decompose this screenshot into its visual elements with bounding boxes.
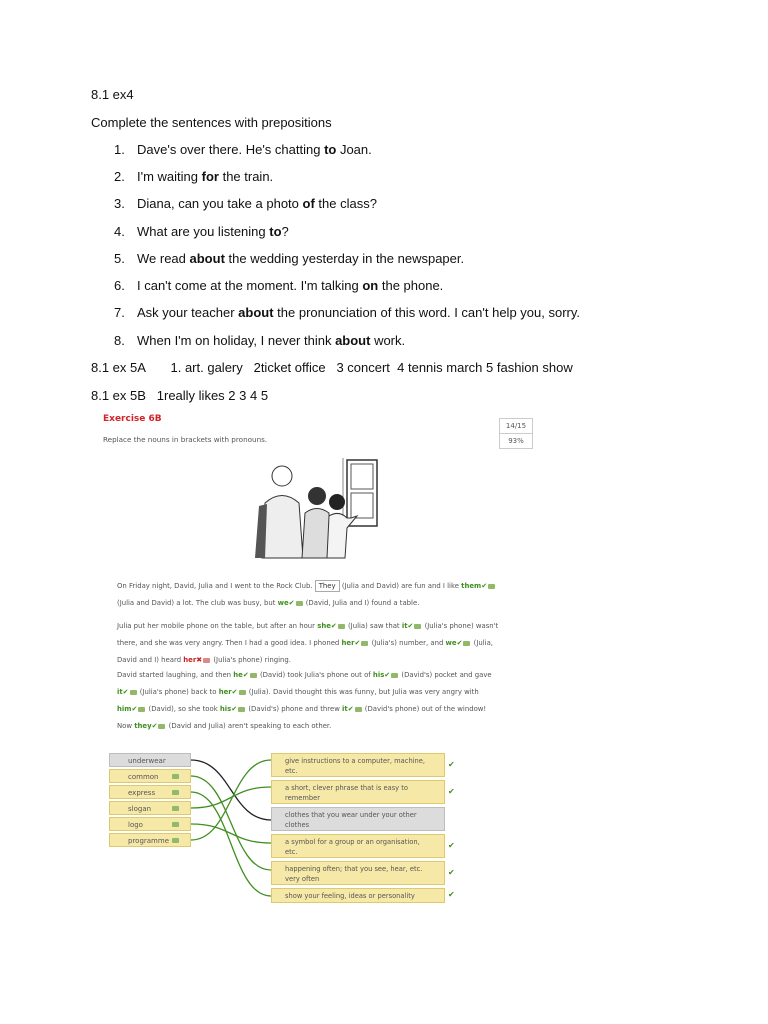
list-item: 3. Diana, can you take a photo of the class? bbox=[114, 196, 377, 211]
story-paragraph-2: Julia put her mobile phone on the table, but after an hour she✔ (Julia) saw that it✔ (Julia's phone) wasn't there, and she was very angry. Then I had a good idea. I phoned her✔ (Julia's) number, and we✔ (Julia, David and I) heard her✖ (Julia's phone) ringing. bbox=[117, 622, 499, 664]
list-item: 5. We read about the wedding yesterday in the newspaper. bbox=[114, 251, 465, 266]
illustration-image bbox=[247, 458, 387, 560]
check-icon: ✔ bbox=[231, 688, 238, 696]
feedback-icon bbox=[172, 822, 179, 827]
list-item: 1. Dave's over there. He's chatting to Joan. bbox=[114, 142, 372, 157]
answer-word: on bbox=[362, 278, 379, 293]
match-word-programme[interactable]: programme bbox=[109, 833, 191, 847]
check-icon: ✔ bbox=[347, 705, 354, 713]
feedback-icon[interactable] bbox=[250, 673, 257, 678]
match-word-slogan[interactable]: slogan bbox=[109, 801, 191, 815]
answer-word: about bbox=[335, 333, 371, 348]
ex5b-answers: 8.1 ex 5B 1really likes 2 3 4 5 bbox=[91, 388, 269, 403]
score-box bbox=[499, 418, 533, 449]
exercise-instruction: Replace the nouns in brackets with pronouns. bbox=[103, 435, 268, 444]
check-icon: ✔ bbox=[330, 622, 337, 630]
check-icon: ✔ bbox=[448, 841, 455, 850]
list-item: 6. I can't come at the moment. I'm talking on the phone. bbox=[114, 278, 444, 293]
exercise-title: Exercise 6B bbox=[103, 414, 162, 424]
feedback-icon[interactable] bbox=[158, 724, 165, 729]
answer-word: for bbox=[201, 169, 219, 184]
score-count: 14/15 bbox=[505, 422, 527, 430]
story-paragraph-3: David started laughing, and then he✔ (David) took Julia's phone out of his✔ (David's) pocket and gave it✔ (Julia's phone) back to her✔ (Julia). David thought this was funny, but Julia was very angry with him✔ (David), so she took his✔ (David's) phone and threw it✔ (David's phone) out of the window! Now they✔ (David and Julia) aren't speaking to each other. bbox=[117, 671, 492, 730]
list-item: 8. When I'm on holiday, I never think about work. bbox=[114, 333, 406, 348]
check-icon: ✔ bbox=[384, 671, 391, 679]
answer-word: about bbox=[189, 251, 225, 266]
check-icon: ✔ bbox=[448, 760, 455, 769]
feedback-icon[interactable] bbox=[138, 707, 145, 712]
list-item: 7. Ask your teacher about the pronunciation of this word. I can't help you, sorry. bbox=[114, 305, 581, 320]
matching-exercise bbox=[96, 745, 476, 915]
answer-word: to bbox=[269, 224, 282, 239]
match-definition[interactable]: a symbol for a group or an organisation, etc. bbox=[271, 834, 445, 858]
check-icon: ✔ bbox=[407, 622, 414, 630]
check-icon: ✔ bbox=[131, 705, 138, 713]
check-icon: ✔ bbox=[456, 639, 463, 647]
check-icon: ✔ bbox=[448, 787, 455, 796]
feedback-icon bbox=[172, 838, 179, 843]
feedback-icon[interactable] bbox=[130, 690, 137, 695]
match-definition[interactable]: clothes that you wear under your other clothes bbox=[271, 807, 445, 831]
match-definition[interactable]: give instructions to a computer, machine, etc. bbox=[271, 753, 445, 777]
answer-word: of bbox=[302, 196, 315, 211]
check-icon: ✔ bbox=[122, 688, 129, 696]
feedback-icon[interactable] bbox=[414, 624, 421, 629]
heading-ex4: 8.1 ex4 bbox=[91, 87, 134, 102]
feedback-icon[interactable] bbox=[488, 584, 495, 589]
feedback-icon[interactable] bbox=[338, 624, 345, 629]
match-definition[interactable]: show your feeling, ideas or personality bbox=[271, 888, 445, 903]
match-word-underwear[interactable]: underwear bbox=[109, 753, 191, 767]
feedback-icon bbox=[172, 774, 179, 779]
match-word-express[interactable]: express bbox=[109, 785, 191, 799]
feedback-icon[interactable] bbox=[361, 641, 368, 646]
feedback-icon[interactable] bbox=[463, 641, 470, 646]
check-icon: ✔ bbox=[288, 599, 295, 607]
check-icon: ✔ bbox=[448, 890, 455, 899]
list-item: 2. I'm waiting for the train. bbox=[114, 169, 274, 184]
feedback-icon[interactable] bbox=[296, 601, 303, 606]
check-icon: ✔ bbox=[151, 722, 158, 730]
answer-gap[interactable]: They bbox=[315, 580, 340, 592]
feedback-icon[interactable] bbox=[203, 658, 210, 663]
feedback-icon[interactable] bbox=[238, 707, 245, 712]
feedback-icon[interactable] bbox=[355, 707, 362, 712]
check-icon: ✔ bbox=[242, 671, 249, 679]
feedback-icon[interactable] bbox=[239, 690, 246, 695]
score-percent: 93% bbox=[500, 433, 532, 448]
exercise-6b-panel bbox=[97, 408, 537, 733]
feedback-icon bbox=[172, 806, 179, 811]
answer-word: about bbox=[238, 305, 274, 320]
instruction-text: Complete the sentences with prepositions bbox=[91, 115, 332, 130]
check-icon: ✔ bbox=[231, 705, 238, 713]
list-item: 4. What are you listening to? bbox=[114, 224, 289, 239]
match-word-common[interactable]: common bbox=[109, 769, 191, 783]
wrong-x-icon: ✖ bbox=[196, 656, 203, 664]
check-icon: ✔ bbox=[448, 868, 455, 877]
feedback-icon[interactable] bbox=[391, 673, 398, 678]
answer-word: to bbox=[324, 142, 337, 157]
feedback-icon bbox=[172, 790, 179, 795]
check-icon: ✔ bbox=[354, 639, 361, 647]
story-paragraph-1: On Friday night, David, Julia and I went to the Rock Club. They (Julia and David) are fun and I like them✔ (Julia and David) a lot. The club was busy, but we✔ (David, Julia and I) found a table. bbox=[117, 578, 496, 612]
match-word-logo[interactable]: logo bbox=[109, 817, 191, 831]
ex5a-answers: 8.1 ex 5A 1. art. galery 2ticket office 3 concert 4 tennis march 5 fashion show bbox=[91, 360, 573, 375]
match-definition[interactable]: happening often; that you see, hear, etc. very often bbox=[271, 861, 445, 885]
match-definition[interactable]: a short, clever phrase that is easy to remember bbox=[271, 780, 445, 804]
check-icon: ✔ bbox=[481, 582, 488, 590]
